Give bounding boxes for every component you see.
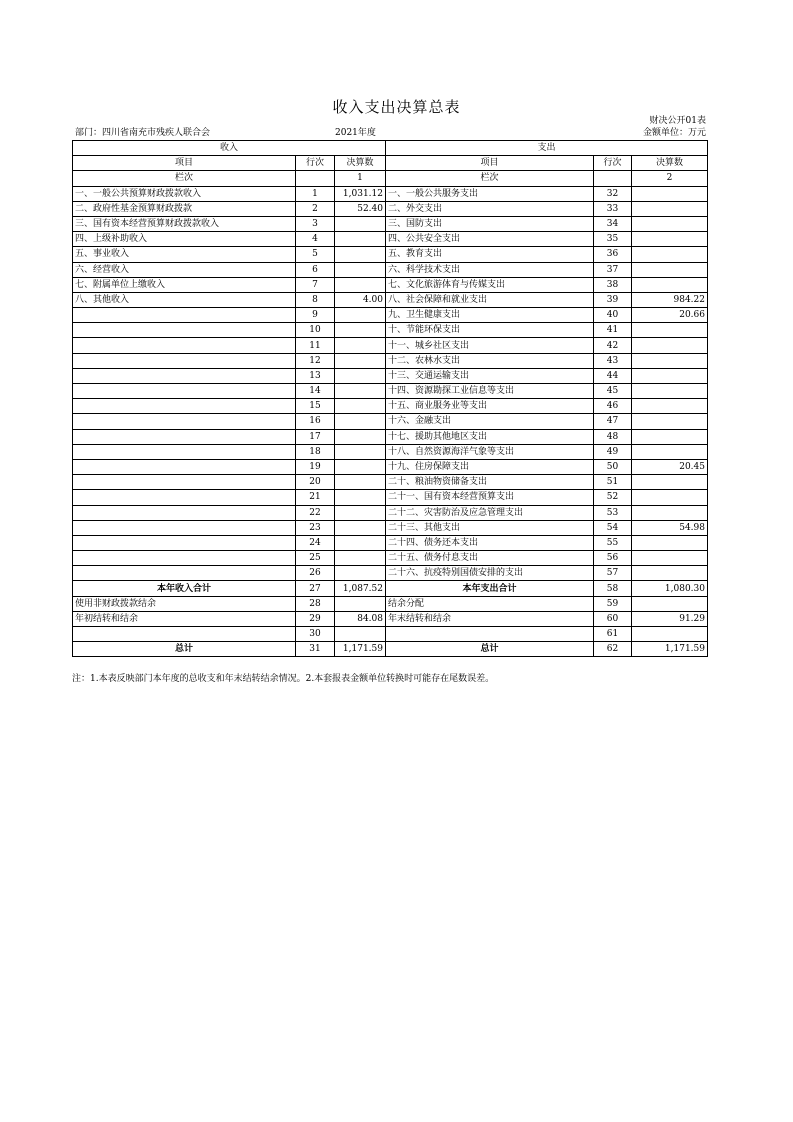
line-number: 8 (296, 292, 335, 307)
line-number: 45 (594, 384, 632, 399)
income-grand-total-label: 总计 (73, 642, 296, 657)
line-number: 31 (296, 642, 335, 657)
income-amount (335, 232, 386, 247)
expense-item-name: 十三、交通运输支出 (386, 368, 594, 383)
expense-item-name: 十五、商业服务业等支出 (386, 399, 594, 414)
income-item-name (73, 308, 296, 323)
line-number: 2 (296, 201, 335, 216)
table-row (73, 216, 708, 231)
line-number: 10 (296, 323, 335, 338)
table-row (73, 353, 708, 368)
line-number: 4 (296, 232, 335, 247)
table-row (73, 247, 708, 262)
line-number: 19 (296, 459, 335, 474)
income-item-name (73, 475, 296, 490)
surplus-allocation-label: 结余分配 (386, 596, 594, 611)
expense-item-name: 十七、援助其他地区支出 (386, 429, 594, 444)
line-number: 37 (594, 262, 632, 277)
expense-amount-header: 决算数 (632, 156, 708, 171)
expense-amount (632, 490, 708, 505)
table-row (73, 323, 708, 338)
expense-amount (632, 232, 708, 247)
line-number: 32 (594, 186, 632, 201)
expense-item-name: 七、文化旅游体育与传媒支出 (386, 277, 594, 292)
line-number: 17 (296, 429, 335, 444)
form-code: 财决公开01表 (649, 116, 706, 126)
line-number: 34 (594, 216, 632, 231)
income-item-name (73, 566, 296, 581)
expense-item-name: 二十五、债务付息支出 (386, 551, 594, 566)
expense-amount (632, 262, 708, 277)
income-item-name (73, 338, 296, 353)
line-number: 55 (594, 535, 632, 550)
income-amount (335, 566, 386, 581)
line-number: 36 (594, 247, 632, 262)
expense-amount (632, 399, 708, 414)
expense-amount (632, 384, 708, 399)
income-item-name (73, 368, 296, 383)
line-number: 62 (594, 642, 632, 657)
footnote: 注：1.本表反映部门本年度的总收支和年末结转结余情况。2.本套报表金额单位转换时可能存在尾数误差。 (72, 674, 495, 684)
expense-item-name: 十八、自然资源海洋气象等支出 (386, 444, 594, 459)
table-row (73, 186, 708, 201)
income-item-name (73, 384, 296, 399)
line-number: 1 (296, 186, 335, 201)
income-item-name (73, 414, 296, 429)
fiscal-year: 2021年度 (335, 128, 376, 138)
expense-item-name: 十一、城乡社区支出 (386, 338, 594, 353)
table-row (73, 414, 708, 429)
income-item-header: 项目 (73, 156, 296, 171)
beginning-carryover-label: 年初结转和结余 (73, 611, 296, 626)
table-row (73, 520, 708, 535)
income-amount (335, 535, 386, 550)
expense-item-name: 九、卫生健康支出 (386, 308, 594, 323)
expense-item-name: 一、一般公共服务支出 (386, 186, 594, 201)
expense-amount (632, 201, 708, 216)
line-number: 43 (594, 353, 632, 368)
line-number: 58 (594, 581, 632, 596)
amount-unit: 金额单位：万元 (642, 128, 706, 138)
expense-item-name: 十四、资源勘探工业信息等支出 (386, 384, 594, 399)
line-number: 29 (296, 611, 335, 626)
income-amount (335, 414, 386, 429)
expense-amount: 20.45 (632, 459, 708, 474)
income-item-name: 四、上级补助收入 (73, 232, 296, 247)
line-number: 51 (594, 475, 632, 490)
line-number: 22 (296, 505, 335, 520)
income-amount-header: 决算数 (335, 156, 386, 171)
expense-amount (632, 216, 708, 231)
expense-amount (632, 505, 708, 520)
table-row (73, 490, 708, 505)
expense-item-name: 二十二、灾害防治及应急管理支出 (386, 505, 594, 520)
expense-column-label: 栏次 (386, 171, 594, 186)
table-row (73, 277, 708, 292)
income-column-index: 1 (335, 171, 386, 186)
income-column-label: 栏次 (73, 171, 296, 186)
line-number: 41 (594, 323, 632, 338)
income-amount (335, 308, 386, 323)
ending-carryover-label: 年末结转和结余 (386, 611, 594, 626)
line-number: 18 (296, 444, 335, 459)
column-index-row (73, 171, 708, 186)
empty-cell (296, 171, 335, 186)
income-amount (335, 353, 386, 368)
expense-amount (632, 475, 708, 490)
section-header-row (73, 141, 708, 156)
year-income-total-amount: 1,087.52 (335, 581, 386, 596)
line-number: 16 (296, 414, 335, 429)
empty-cell (73, 627, 296, 642)
table-row (73, 201, 708, 216)
income-item-name (73, 459, 296, 474)
income-amount (335, 551, 386, 566)
expense-item-header: 项目 (386, 156, 594, 171)
surplus-allocation-amount (632, 596, 708, 611)
ending-carryover-amount: 91.29 (632, 611, 708, 626)
expense-amount (632, 444, 708, 459)
expense-amount (632, 429, 708, 444)
line-number: 27 (296, 581, 335, 596)
income-amount (335, 338, 386, 353)
income-amount (335, 323, 386, 338)
carryover-row (73, 611, 708, 626)
table-row (73, 338, 708, 353)
income-item-name (73, 353, 296, 368)
expense-item-name: 二十三、其他支出 (386, 520, 594, 535)
line-number: 38 (594, 277, 632, 292)
income-expense-table (72, 140, 708, 657)
income-item-name (73, 429, 296, 444)
income-item-name: 二、政府性基金预算财政拨款 (73, 201, 296, 216)
income-item-name: 三、国有资本经营预算财政拨款收入 (73, 216, 296, 231)
income-amount (335, 520, 386, 535)
grand-total-row (73, 642, 708, 657)
line-number: 39 (594, 292, 632, 307)
table-row (73, 292, 708, 307)
line-number: 23 (296, 520, 335, 535)
line-number: 7 (296, 277, 335, 292)
expense-item-name: 二十六、抗疫特别国债安排的支出 (386, 566, 594, 581)
income-amount (335, 399, 386, 414)
income-item-name (73, 520, 296, 535)
line-number: 14 (296, 384, 335, 399)
line-number: 25 (296, 551, 335, 566)
nonfiscal-surplus-label: 使用非财政拨款结余 (73, 596, 296, 611)
line-number: 20 (296, 475, 335, 490)
line-number: 30 (296, 627, 335, 642)
line-number: 46 (594, 399, 632, 414)
income-amount (335, 216, 386, 231)
income-amount: 52.40 (335, 201, 386, 216)
table-row (73, 308, 708, 323)
line-number: 44 (594, 368, 632, 383)
column-header-row (73, 156, 708, 171)
table-row (73, 262, 708, 277)
expense-amount (632, 414, 708, 429)
table-row (73, 429, 708, 444)
income-item-name (73, 444, 296, 459)
line-number: 56 (594, 551, 632, 566)
income-grand-total-amount: 1,171.59 (335, 642, 386, 657)
table-row (73, 384, 708, 399)
expense-item-name: 十、节能环保支出 (386, 323, 594, 338)
line-number: 35 (594, 232, 632, 247)
income-item-name: 六、经营收入 (73, 262, 296, 277)
expense-amount (632, 338, 708, 353)
expense-amount (632, 323, 708, 338)
line-number: 21 (296, 490, 335, 505)
expense-amount (632, 353, 708, 368)
year-total-row (73, 581, 708, 596)
expense-grand-total-amount: 1,171.59 (632, 642, 708, 657)
expense-amount: 20.66 (632, 308, 708, 323)
line-number: 13 (296, 368, 335, 383)
line-number: 5 (296, 247, 335, 262)
empty-cell (386, 627, 594, 642)
table-row (73, 459, 708, 474)
income-amount (335, 490, 386, 505)
nonfiscal-surplus-amount (335, 596, 386, 611)
line-number: 40 (594, 308, 632, 323)
line-number: 48 (594, 429, 632, 444)
income-item-name: 八、其他收入 (73, 292, 296, 307)
table-row (73, 444, 708, 459)
expense-amount (632, 535, 708, 550)
line-number: 12 (296, 353, 335, 368)
line-number: 61 (594, 627, 632, 642)
expense-item-name: 十六、金融支出 (386, 414, 594, 429)
beginning-carryover-amount: 84.08 (335, 611, 386, 626)
empty-cell (335, 627, 386, 642)
table-row (73, 505, 708, 520)
income-item-name: 五、事业收入 (73, 247, 296, 262)
income-line-header: 行次 (296, 156, 335, 171)
table-row (73, 551, 708, 566)
empty-cell (632, 627, 708, 642)
income-item-name (73, 323, 296, 338)
line-number: 60 (594, 611, 632, 626)
line-number: 3 (296, 216, 335, 231)
table-row (73, 399, 708, 414)
income-amount (335, 475, 386, 490)
line-number: 53 (594, 505, 632, 520)
expense-amount (632, 277, 708, 292)
expense-amount (632, 566, 708, 581)
income-item-name (73, 535, 296, 550)
income-amount (335, 368, 386, 383)
line-number: 6 (296, 262, 335, 277)
line-number: 28 (296, 596, 335, 611)
expense-item-name: 二、外交支出 (386, 201, 594, 216)
year-expense-total-label: 本年支出合计 (386, 581, 594, 596)
income-item-name (73, 399, 296, 414)
table-row (73, 232, 708, 247)
expense-amount: 984.22 (632, 292, 708, 307)
line-number: 11 (296, 338, 335, 353)
expense-item-name: 三、国防支出 (386, 216, 594, 231)
expense-column-index: 2 (632, 171, 708, 186)
line-number: 50 (594, 459, 632, 474)
income-section-header: 收入 (73, 141, 386, 156)
expense-amount (632, 551, 708, 566)
line-number: 52 (594, 490, 632, 505)
department-label: 部门：四川省南充市残疾人联合会 (75, 128, 211, 138)
blank-row (73, 627, 708, 642)
expense-section-header: 支出 (386, 141, 708, 156)
income-item-name (73, 551, 296, 566)
line-number: 54 (594, 520, 632, 535)
expense-item-name: 八、社会保障和就业支出 (386, 292, 594, 307)
line-number: 57 (594, 566, 632, 581)
line-number: 26 (296, 566, 335, 581)
line-number: 59 (594, 596, 632, 611)
empty-cell (594, 171, 632, 186)
income-amount (335, 444, 386, 459)
line-number: 49 (594, 444, 632, 459)
income-amount: 4.00 (335, 292, 386, 307)
year-expense-total-amount: 1,080.30 (632, 581, 708, 596)
expense-item-name: 六、科学技术支出 (386, 262, 594, 277)
expense-line-header: 行次 (594, 156, 632, 171)
line-number: 9 (296, 308, 335, 323)
expense-item-name: 十二、农林水支出 (386, 353, 594, 368)
income-amount (335, 247, 386, 262)
income-item-name: 七、附属单位上缴收入 (73, 277, 296, 292)
table-row (73, 475, 708, 490)
line-number: 33 (594, 201, 632, 216)
expense-item-name: 四、公共安全支出 (386, 232, 594, 247)
report-title: 收入支出决算总表 (332, 98, 461, 116)
line-number: 15 (296, 399, 335, 414)
income-item-name (73, 490, 296, 505)
line-number: 24 (296, 535, 335, 550)
table-row (73, 535, 708, 550)
line-number: 42 (594, 338, 632, 353)
year-income-total-label: 本年收入合计 (73, 581, 296, 596)
income-item-name: 一、一般公共预算财政拨款收入 (73, 186, 296, 201)
income-amount (335, 262, 386, 277)
expense-amount (632, 247, 708, 262)
nonfiscal-surplus-row (73, 596, 708, 611)
expense-item-name: 五、教育支出 (386, 247, 594, 262)
expense-item-name: 十九、住房保障支出 (386, 459, 594, 474)
expense-item-name: 二十、粮油物资储备支出 (386, 475, 594, 490)
expense-amount (632, 186, 708, 201)
income-item-name (73, 505, 296, 520)
line-number: 47 (594, 414, 632, 429)
expense-amount (632, 368, 708, 383)
expense-item-name: 二十四、债务还本支出 (386, 535, 594, 550)
income-amount (335, 505, 386, 520)
expense-amount: 54.98 (632, 520, 708, 535)
expense-item-name: 二十一、国有资本经营预算支出 (386, 490, 594, 505)
income-amount (335, 459, 386, 474)
income-amount (335, 277, 386, 292)
income-amount (335, 384, 386, 399)
table-row (73, 368, 708, 383)
income-amount (335, 429, 386, 444)
table-row (73, 566, 708, 581)
income-amount: 1,031.12 (335, 186, 386, 201)
expense-grand-total-label: 总计 (386, 642, 594, 657)
